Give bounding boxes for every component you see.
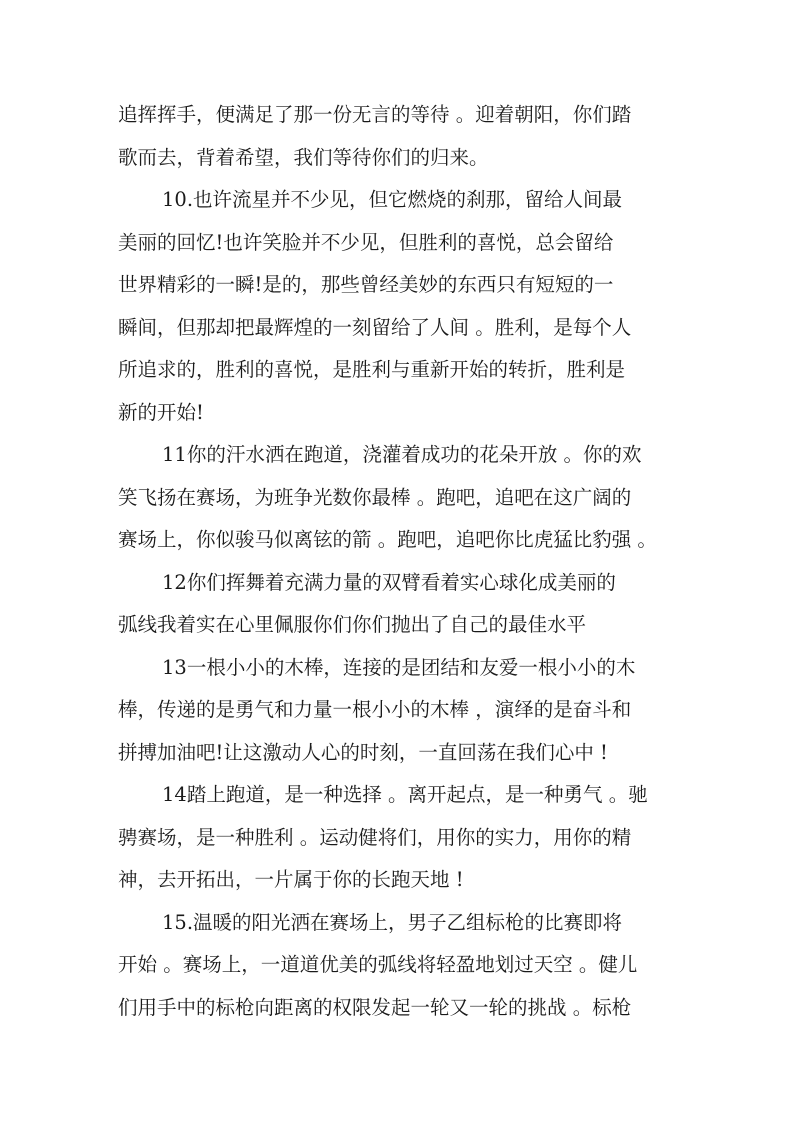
text-line: 世界精彩的一瞬!是的，那些曾经美妙的东西只有短短的一 — [118, 273, 614, 296]
text-line: 弧线我着实在心里佩服你们你们抛出了自己的最佳水平 — [118, 613, 587, 636]
paragraph-start-line: 15.温暖的阳光洒在赛场上，男子乙组标枪的比赛即将 — [162, 910, 623, 934]
text-line: 美丽的回忆!也许笑脸并不少见，但胜利的喜悦，总会留给 — [118, 230, 614, 254]
text-line: 歌而去，背着希望，我们等待你们的归来。 — [118, 145, 489, 169]
paragraph-start-line: 13一根小小的木棒，连接的是团结和友爱一根小小的木 — [162, 655, 636, 679]
paragraph-start-line: 14踏上跑道，是一种选择 。离开起点，是一种勇气 。驰 — [162, 783, 648, 806]
text-line: 神，去开拓出，一片属于你的长跑天地 ! — [118, 868, 464, 891]
text-line: 笑飞扬在赛场，为班争光数你最棒 。跑吧，追吧在这广阔的 — [118, 485, 632, 509]
text-line: 拼搏加油吧!让这激动人心的时刻，一直回荡在我们心中 ! — [118, 740, 608, 764]
text-line: 赛场上，你似骏马似离铉的箭 。跑吧，追吧你比虎猛比豹强 。 — [118, 528, 657, 551]
text-line: 棒，传递的是勇气和力量一根小小的木棒 ，演绎的是奋斗和 — [118, 698, 632, 721]
paragraph-start-line: 10.也许流星并不少见，但它燃烧的刹那，留给人间最 — [162, 188, 623, 211]
document-body — [118, 94, 678, 1029]
text-line: 所追求的，胜利的喜悦，是胜利与重新开始的转折，胜利是 — [118, 358, 626, 381]
text-line: 开始 。赛场上，一道道优美的弧线将轻盈地划过天空 。健儿 — [118, 953, 638, 976]
text-line: 新的开始! — [118, 400, 204, 424]
text-line: 骋赛场，是一种胜利 。运动健将们，用你的实力，用你的精 — [118, 825, 632, 849]
paragraph-start-line: 12你们挥舞着充满力量的双臂看着实心球化成美丽的 — [162, 570, 616, 594]
text-line: 们用手中的标枪向距离的权限发起一轮又一轮的挑战 。标枪 — [118, 995, 632, 1019]
paragraph-start-line: 11你的汗水洒在跑道，浇灌着成功的花朵开放 。你的欢 — [162, 443, 642, 466]
text-line: 追挥挥手，便满足了那一份无言的等待 。迎着朝阳，你们踏 — [118, 103, 632, 126]
text-line: 瞬间，但那却把最辉煌的一刻留给了人间 。胜利，是每个人 — [118, 315, 632, 339]
